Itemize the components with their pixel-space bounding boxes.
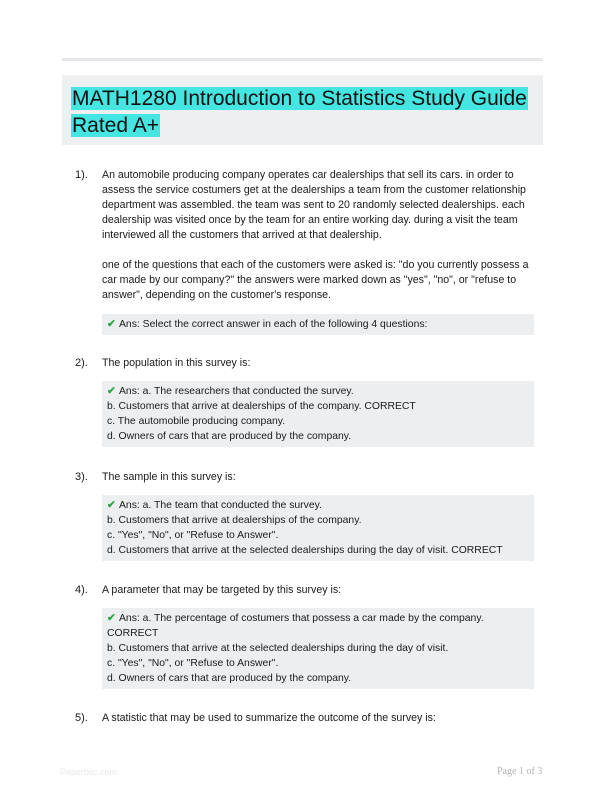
footer-site-watermark: Paperblic.com	[60, 767, 118, 777]
answer-box	[102, 608, 534, 689]
question-text	[102, 583, 538, 598]
question-number: 3).	[75, 471, 88, 483]
answer-line: b. Customers that arrive at the selected dealerships during the day of visit.	[107, 643, 449, 654]
question-text	[102, 470, 538, 485]
answer-line: c. The automobile producing company.	[107, 416, 286, 427]
question-paragraph: The sample in this survey is:	[102, 471, 236, 483]
answer-line: ✔ Ans: a. The percentage of costumers that possess a car made by the company.	[107, 613, 484, 624]
answer-box	[102, 381, 534, 447]
answer-line: ✔ Ans: a. The team that conducted the survey.	[107, 500, 322, 511]
question-number: 2).	[75, 357, 88, 369]
answer-line: CORRECT	[107, 628, 159, 639]
answer-line: ✔ Ans: a. The researchers that conducted the survey.	[107, 386, 354, 397]
checkmark-icon: ✔	[107, 386, 116, 397]
question-paragraph: one of the questions that each of the customers were asked is: "do you currently possess a car made by our company?" the answers were marked down as "yes", "no", or "refuse to answer", depending on the customer's response.	[102, 259, 529, 301]
question-text	[102, 168, 538, 303]
question-text	[102, 711, 538, 726]
question-paragraph: A statistic that may be used to summarize the outcome of the survey is:	[102, 712, 436, 724]
question-paragraph: The population in this survey is:	[102, 357, 251, 369]
answer-box	[102, 495, 534, 561]
answer-line: ✔ Ans: Select the correct answer in each of the following 4 questions:	[107, 319, 428, 330]
question-text	[102, 356, 538, 371]
page-title: MATH1280 Introduction to Statistics Study Guide Rated A+	[72, 87, 527, 137]
answer-box	[102, 314, 534, 335]
answer-line: c. "Yes", "No", or "Refuse to Answer".	[107, 530, 279, 541]
top-divider	[62, 58, 543, 61]
question-number: 1).	[75, 169, 88, 181]
question-number: 5).	[75, 712, 88, 724]
answer-line: d. Owners of cars that are produced by the company.	[107, 431, 352, 442]
answer-line: b. Customers that arrive at dealerships of the company. CORRECT	[107, 401, 416, 412]
checkmark-icon: ✔	[107, 613, 116, 624]
title-banner	[62, 75, 543, 145]
checkmark-icon: ✔	[107, 319, 116, 330]
answer-line: d. Customers that arrive at the selected dealerships during the day of visit. CORRECT	[107, 545, 503, 556]
question-number: 4).	[75, 584, 88, 596]
answer-line: c. "Yes", "No", or "Refuse to Answer".	[107, 658, 279, 669]
page-number: Page 1 of 3	[497, 766, 543, 777]
question-paragraph: An automobile producing company operates car dealerships that sell its cars. in order to assess the service costumers get at the dealerships a team from the customer relationship department was assembled. the team was sent to 20 randomly selected dealerships. each dealership was visited once by the team for an entire working day. during a visit the team interviewed all the customers that arrived at that dealership.	[102, 169, 526, 241]
checkmark-icon: ✔	[107, 500, 116, 511]
question-paragraph: A parameter that may be targeted by this survey is:	[102, 584, 342, 596]
answer-line: d. Owners of cars that are produced by the company.	[107, 673, 352, 684]
answer-line: b. Customers that arrive at dealerships of the company.	[107, 515, 362, 526]
